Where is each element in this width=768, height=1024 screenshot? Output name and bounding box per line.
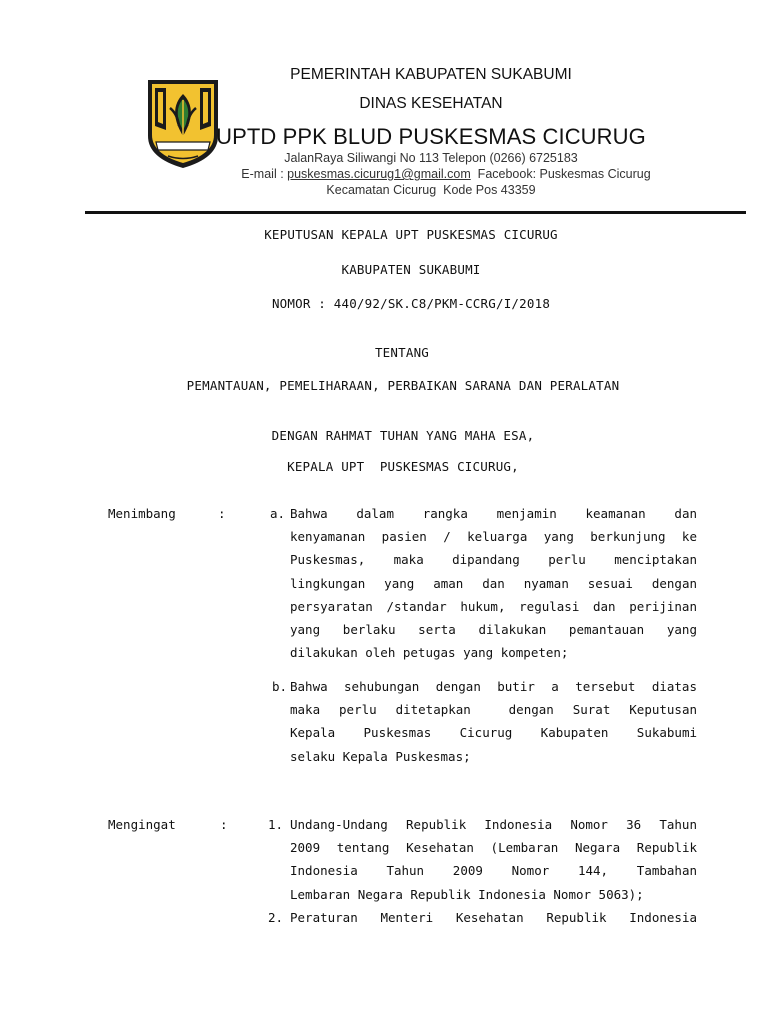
item-marker: 1. [268, 817, 284, 832]
text-line: Bahwa sehubungan dengan butir a tersebut diatas [290, 679, 697, 694]
text-line: lingkungan yang aman dan nyaman sesuai dengan [290, 575, 697, 591]
text-line: Undang-Undang Republik Indonesia Nomor 36 Tahun [290, 817, 697, 832]
text-line: selaku Kepala Puskesmas; [290, 748, 471, 764]
mengingat-colon: : [220, 817, 228, 832]
menimbang-item-a [290, 502, 697, 664]
item-marker: b. [272, 679, 288, 694]
text-line: dilakukan oleh petugas yang kompeten; [290, 645, 569, 661]
tentang-heading: TENTANG [374, 345, 430, 360]
mengingat-item-2 [290, 906, 697, 929]
menimbang-colon: : [218, 506, 226, 521]
letterhead-divider [85, 211, 746, 214]
text-line: Kepala Puskesmas Cicurug Kabupaten Sukabumi [290, 725, 697, 741]
email-link[interactable]: puskesmas.cicurug1@gmail.com [287, 167, 471, 181]
rahmat-line: DENGAN RAHMAT TUHAN YANG MAHA ESA, [271, 428, 535, 443]
text-line: persyaratan /standar hukum, regulasi dan perijinan [290, 598, 697, 614]
letterhead-address: JalanRaya Siliwangi No 113 Telepon (0266) 6725183 [284, 151, 578, 165]
kepala-line: KEPALA UPT PUSKESMAS CICURUG, [287, 459, 519, 474]
text-line: maka perlu ditetapkan dengan Surat Keputusan [290, 702, 697, 718]
text-line: yang berlaku serta dilakukan pemantauan yang [290, 621, 697, 637]
decree-region: KABUPATEN SUKABUMI [341, 262, 481, 277]
text-line: Peraturan Menteri Kesehatan Republik Indonesia [290, 910, 697, 925]
text-line: Bahwa dalam rangka menjamin keamanan dan [290, 506, 697, 521]
menimbang-label: Menimbang [108, 506, 176, 521]
decree-number: NOMOR : 440/92/SK.C8/PKM-CCRG/I/2018 [271, 296, 551, 311]
facebook-label: Facebook: Puskesmas Cicurug [470, 167, 651, 181]
decree-title-line: KEPUTUSAN KEPALA UPT PUSKESMAS CICURUG [264, 227, 558, 242]
decree-subject: PEMANTAUAN, PEMELIHARAAN, PERBAIKAN SARANA DAN PERALATAN [186, 378, 620, 393]
mengingat-item-1 [290, 813, 697, 906]
letterhead-department: DINAS KESEHATAN [359, 95, 503, 112]
text-line: kenyamanan pasien / keluarga yang berkunjung ke [290, 529, 697, 545]
text-line: 2009 tentang Kesehatan (Lembaran Negara Republik [290, 840, 697, 856]
menimbang-item-b [290, 675, 697, 768]
text-line: Lembaran Negara Republik Indonesia Nomor 5063); [290, 886, 644, 902]
letterhead-district: Kecamatan Cicurug Kode Pos 43359 [326, 183, 536, 197]
text-line: Indonesia Tahun 2009 Nomor 144, Tambahan [290, 863, 697, 879]
email-label: E-mail : [241, 167, 288, 181]
text-line: Puskesmas, maka dipandang perlu menciptakan [290, 552, 697, 568]
letterhead-government: PEMERINTAH KABUPATEN SUKABUMI [290, 66, 572, 83]
letterhead-contact [62, 167, 768, 181]
mengingat-label: Mengingat [108, 817, 176, 832]
item-marker: a. [270, 506, 286, 521]
letterhead-institution: UPTD PPK BLUD PUSKESMAS CICURUG [216, 124, 646, 149]
item-marker: 2. [268, 910, 284, 925]
